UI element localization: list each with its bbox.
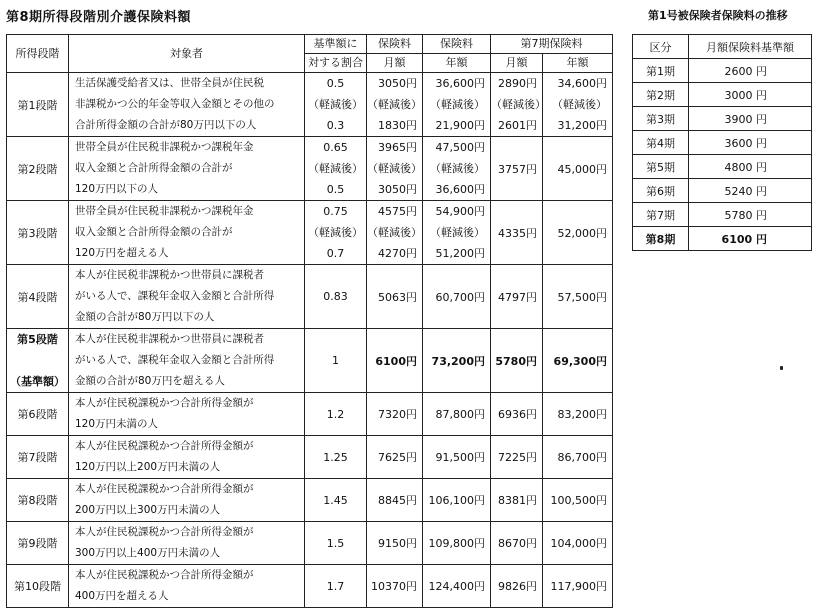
history-title: 第1号被保険者保険料の推移 (648, 9, 788, 22)
prev-annual-reduced-value: 31,200円 (557, 119, 607, 132)
prev-monthly-cell: 5780円 (491, 329, 543, 393)
header-monthly-top: 保険料 (367, 35, 423, 54)
target-line: 生活保護受給者又は、世帯全員が住民税 (75, 77, 264, 89)
monthly-reduced-value: 1830円 (378, 119, 417, 132)
table-row (7, 265, 613, 329)
ratio-cell (305, 201, 367, 265)
ratio-value: 0.5 (326, 77, 345, 90)
stage-spacer (7, 350, 68, 371)
history-period: 第8期 (633, 227, 689, 251)
stage-sub-label: （基準額） (10, 375, 65, 388)
prev-monthly-reduced-label: （軽減後） (491, 98, 546, 111)
target-line: 合計所得金額の合計が80万円以下の人 (75, 119, 257, 131)
target-line: 120万円を超える人 (75, 247, 169, 259)
target-line: 120万円以下の人 (75, 183, 159, 195)
table-row (7, 479, 613, 522)
target-cell (69, 565, 305, 608)
header-annual-top: 保険料 (423, 35, 491, 54)
stage-cell (7, 329, 69, 393)
prev-annual-cell (543, 73, 613, 137)
history-row (633, 83, 812, 107)
history-fee: 5780 円 (689, 203, 812, 227)
annual-value: 54,900円 (435, 205, 485, 218)
scan-speck (780, 366, 783, 370)
target-line: 300万円以上400万円未満の人 (75, 547, 221, 559)
premium-table (6, 34, 613, 608)
annual-value: 47,500円 (435, 141, 485, 154)
prev-monthly-cell: 9826円 (491, 565, 543, 608)
prev-monthly-cell: 6936円 (491, 393, 543, 436)
prev-monthly-value: 2890円 (498, 77, 537, 90)
history-period: 第7期 (633, 203, 689, 227)
header-monthly-bottom: 月額 (367, 54, 423, 73)
target-line: 200万円以上300万円未満の人 (75, 504, 221, 516)
stage-cell: 第10段階 (7, 565, 69, 608)
prev-annual-value: 34,600円 (557, 77, 607, 90)
target-line: 本人が住民税課税かつ合計所得金額が (75, 483, 254, 495)
prev-monthly-cell: 4335円 (491, 201, 543, 265)
ratio-reduced-label: （軽減後） (308, 226, 363, 239)
target-line: 本人が住民税非課税かつ世帯員に課税者 (75, 333, 264, 345)
history-header-period: 区分 (633, 35, 689, 59)
target-line: がいる人で、課税年金収入金額と合計所得 (75, 290, 275, 302)
history-fee: 3600 円 (689, 131, 812, 155)
monthly-reduced-value: 3050円 (378, 183, 417, 196)
history-period: 第3期 (633, 107, 689, 131)
prev-monthly-cell: 3757円 (491, 137, 543, 201)
ratio-cell: 1.25 (305, 436, 367, 479)
target-cell (69, 329, 305, 393)
stage-cell: 第9段階 (7, 522, 69, 565)
monthly-cell (367, 201, 423, 265)
monthly-cell: 7320円 (367, 393, 423, 436)
target-line: 120万円以上200万円未満の人 (75, 461, 221, 473)
stage-cell: 第3段階 (7, 201, 69, 265)
annual-reduced-label: （軽減後） (430, 226, 485, 239)
history-row (633, 59, 812, 83)
target-line: 世帯全員が住民税非課税かつ課税年金 (75, 205, 254, 217)
header-target: 対象者 (69, 35, 305, 73)
stage-cell: 第1段階 (7, 73, 69, 137)
prev-monthly-cell: 8381円 (491, 479, 543, 522)
monthly-reduced-label: （軽減後） (367, 98, 422, 111)
stage-label: 第5段階 (17, 333, 58, 346)
prev-monthly-cell: 8670円 (491, 522, 543, 565)
target-line: 金額の合計が80万円以下の人 (75, 311, 215, 323)
monthly-cell (367, 73, 423, 137)
target-line: 本人が住民税課税かつ合計所得金額が (75, 526, 254, 538)
stage-cell: 第4段階 (7, 265, 69, 329)
history-row-current (633, 227, 812, 251)
ratio-cell: 0.83 (305, 265, 367, 329)
prev-annual-cell: 83,200円 (543, 393, 613, 436)
annual-cell: 73,200円 (423, 329, 491, 393)
monthly-cell (367, 137, 423, 201)
ratio-reduced-label: （軽減後） (308, 98, 363, 111)
prev-annual-cell: 104,000円 (543, 522, 613, 565)
annual-cell (423, 137, 491, 201)
prev-annual-reduced-label: （軽減後） (552, 98, 607, 111)
table-row (7, 565, 613, 608)
ratio-cell: 1.7 (305, 565, 367, 608)
table-row (7, 522, 613, 565)
ratio-cell: 1.45 (305, 479, 367, 522)
target-cell (69, 137, 305, 201)
ratio-cell (305, 73, 367, 137)
monthly-cell: 7625円 (367, 436, 423, 479)
ratio-reduced-label: （軽減後） (308, 162, 363, 175)
ratio-value: 0.65 (323, 141, 348, 154)
table-row (7, 137, 613, 201)
monthly-reduced-label: （軽減後） (367, 162, 422, 175)
header-ratio-bottom: 対する割合 (305, 54, 367, 73)
ratio-cell (305, 137, 367, 201)
history-fee: 6100 円 (689, 227, 812, 251)
ratio-cell: 1.2 (305, 393, 367, 436)
target-cell (69, 522, 305, 565)
annual-reduced-value: 51,200円 (435, 247, 485, 260)
history-table (632, 34, 812, 251)
prev-annual-cell: 86,700円 (543, 436, 613, 479)
monthly-value: 4575円 (378, 205, 417, 218)
history-row (633, 203, 812, 227)
header-annual-bottom: 年額 (423, 54, 491, 73)
monthly-cell: 8845円 (367, 479, 423, 522)
ratio-value: 0.75 (323, 205, 348, 218)
monthly-cell: 5063円 (367, 265, 423, 329)
history-row (633, 179, 812, 203)
history-row (633, 107, 812, 131)
prev-annual-cell: 52,000円 (543, 201, 613, 265)
monthly-cell: 10370円 (367, 565, 423, 608)
history-period: 第6期 (633, 179, 689, 203)
ratio-cell: 1.5 (305, 522, 367, 565)
monthly-reduced-label: （軽減後） (367, 226, 422, 239)
target-line: 本人が住民税課税かつ合計所得金額が (75, 397, 254, 409)
annual-cell: 124,400円 (423, 565, 491, 608)
stage-cell: 第8段階 (7, 479, 69, 522)
prev-annual-cell: 69,300円 (543, 329, 613, 393)
annual-reduced-label: （軽減後） (430, 162, 485, 175)
target-line: 本人が住民税課税かつ合計所得金額が (75, 440, 254, 452)
monthly-value: 3050円 (378, 77, 417, 90)
history-fee: 5240 円 (689, 179, 812, 203)
target-cell (69, 201, 305, 265)
annual-cell: 106,100円 (423, 479, 491, 522)
header-prev-monthly: 月額 (491, 54, 543, 73)
history-fee: 2600 円 (689, 59, 812, 83)
annual-reduced-value: 21,900円 (435, 119, 485, 132)
history-period: 第1期 (633, 59, 689, 83)
stage-cell: 第6段階 (7, 393, 69, 436)
prev-annual-cell: 57,500円 (543, 265, 613, 329)
target-line: 本人が住民税非課税かつ世帯員に課税者 (75, 269, 264, 281)
prev-annual-cell: 117,900円 (543, 565, 613, 608)
header-ratio-top: 基準額に (305, 35, 367, 54)
table-row (7, 73, 613, 137)
prev-monthly-reduced-value: 2601円 (498, 119, 537, 132)
header-prev-annual: 年額 (543, 54, 613, 73)
annual-reduced-label: （軽減後） (430, 98, 485, 111)
ratio-reduced-value: 0.5 (326, 183, 345, 196)
target-line: 非課税かつ公的年金等収入金額とその他の (75, 98, 275, 110)
annual-cell (423, 201, 491, 265)
target-line: 世帯全員が住民税非課税かつ課税年金 (75, 141, 254, 153)
table-row (7, 393, 613, 436)
prev-annual-cell: 100,500円 (543, 479, 613, 522)
target-line: 400万円を超える人 (75, 590, 169, 602)
header-prev-period: 第7期保険料 (491, 35, 613, 54)
annual-cell: 60,700円 (423, 265, 491, 329)
annual-value: 36,600円 (435, 77, 485, 90)
header-stage: 所得段階 (7, 35, 69, 73)
annual-cell: 91,500円 (423, 436, 491, 479)
history-row (633, 155, 812, 179)
ratio-reduced-value: 0.7 (326, 247, 345, 260)
annual-cell: 109,800円 (423, 522, 491, 565)
table-row-base (7, 329, 613, 393)
history-period: 第2期 (633, 83, 689, 107)
annual-cell (423, 73, 491, 137)
page-title: 第8期所得段階別介護保険料額 (6, 10, 192, 25)
target-line: 収入金額と合計所得金額の合計が (75, 226, 233, 238)
target-line: 収入金額と合計所得金額の合計が (75, 162, 233, 174)
prev-monthly-cell: 7225円 (491, 436, 543, 479)
annual-cell: 87,800円 (423, 393, 491, 436)
target-cell (69, 479, 305, 522)
history-fee: 4800 円 (689, 155, 812, 179)
prev-monthly-cell (491, 73, 546, 137)
history-row (633, 131, 812, 155)
history-period: 第5期 (633, 155, 689, 179)
target-line: 120万円未満の人 (75, 418, 159, 430)
history-fee: 3900 円 (689, 107, 812, 131)
target-cell (69, 436, 305, 479)
stage-cell: 第7段階 (7, 436, 69, 479)
stage-cell: 第2段階 (7, 137, 69, 201)
target-line: 金額の合計が80万円を超える人 (75, 375, 225, 387)
target-line: 本人が住民税課税かつ合計所得金額が (75, 569, 254, 581)
monthly-cell: 9150円 (367, 522, 423, 565)
monthly-reduced-value: 4270円 (378, 247, 417, 260)
target-cell (69, 393, 305, 436)
ratio-reduced-value: 0.3 (326, 119, 345, 132)
monthly-cell: 6100円 (367, 329, 423, 393)
monthly-value: 3965円 (378, 141, 417, 154)
target-line: がいる人で、課税年金収入金額と合計所得 (75, 354, 275, 366)
target-cell (69, 265, 305, 329)
table-row (7, 436, 613, 479)
ratio-cell: 1 (305, 329, 367, 393)
target-cell (69, 73, 305, 137)
prev-annual-cell: 45,000円 (543, 137, 613, 201)
history-period: 第4期 (633, 131, 689, 155)
annual-reduced-value: 36,600円 (435, 183, 485, 196)
history-fee: 3000 円 (689, 83, 812, 107)
history-header-fee: 月額保険料基準額 (689, 35, 812, 59)
table-row (7, 201, 613, 265)
prev-monthly-cell: 4797円 (491, 265, 543, 329)
